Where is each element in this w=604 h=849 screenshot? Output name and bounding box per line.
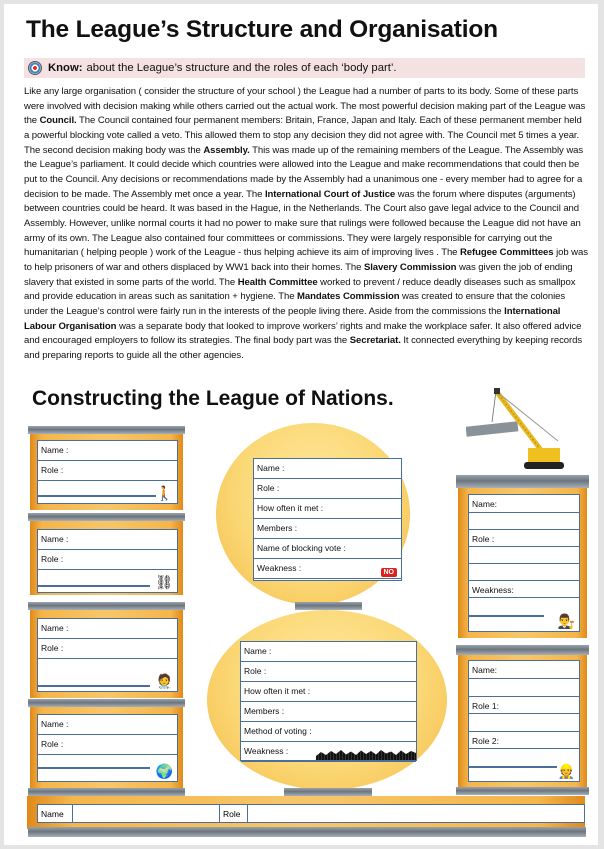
how-often-field[interactable]: How often it met : xyxy=(254,499,401,519)
role-field[interactable]: Role : xyxy=(38,461,177,481)
africa-map-icon: 🌍 xyxy=(155,763,173,779)
role-field[interactable]: Role : xyxy=(241,662,416,682)
body-segment: worked to prevent / reduce deadly diseases such as smallpox and provide education in areas such as sanitation + hygiene. The xyxy=(24,276,576,303)
body-term: Slavery Commission xyxy=(363,261,457,273)
beam xyxy=(28,827,586,837)
court-card xyxy=(468,494,580,632)
members-field[interactable]: Members : xyxy=(241,702,416,722)
body-term: Council. xyxy=(39,115,77,127)
body-segment: This was made up of the remaining members of the League. The Assembly was the League’s parliament. It could decide which countries were allowed into the League and make recommendations that could then be put to the Council. Any decisions or recommendations made by the Assembly had a unanimous one - every member had to agree for a decision to be made. The Assembly met once a year. The xyxy=(24,144,584,200)
weakness-field[interactable]: Weakness : xyxy=(254,559,401,579)
doctor-icon: 🧑‍⚕️ xyxy=(155,673,173,689)
beam xyxy=(284,788,372,796)
beam xyxy=(456,787,589,795)
role-field[interactable]: Role : xyxy=(469,530,579,547)
role1-answer-field[interactable] xyxy=(469,714,579,732)
role-field[interactable]: Role : xyxy=(38,550,177,570)
crane-icon xyxy=(466,386,566,476)
body-segment: It connected everything by keeping records and preparing reports to guide all the other agencies. xyxy=(24,335,583,361)
secretariat-card xyxy=(37,804,585,823)
refugee-card xyxy=(37,440,178,504)
voting-method-field[interactable]: Method of voting : xyxy=(241,722,416,742)
name-label: Name xyxy=(38,805,73,822)
construct-title: Constructing the League of Nations. xyxy=(32,387,394,410)
role1-field[interactable]: Role 1: xyxy=(469,697,579,714)
body-segment: was the forum where disputes (arguments) between countries could be heard. It was based in the Hague, in the Netherlands. The Court also gave legal advice to the Council and Assembly. However, unlike normal courts it had no power to make sure that rulings were followed because the League did not have an army of its own. The League also contained four committees or commissions. They were largely responsible for carrying out the humanitarian ( helping people ) work of the League - thus helping achieve its aim of improving lives . The xyxy=(24,188,581,259)
council-card xyxy=(253,458,402,581)
role-field[interactable]: Role : xyxy=(38,639,177,659)
name-field[interactable]: Name : xyxy=(38,619,177,639)
body-segment: The Council contained four permanent members: Britain, France, Japan and Italy. Each of these permanent member held a powerful blocking vote called a veto. This allowed them to stop any decision they did not agree with. The Council met 5 times a year. The second decision making body was the xyxy=(24,115,582,156)
role-field[interactable]: Role : xyxy=(38,735,177,755)
body-paragraph xyxy=(24,85,589,363)
name-field[interactable]: Name : xyxy=(241,642,416,662)
body-term: Secretariat. xyxy=(349,335,401,347)
body-term: International Court of Justice xyxy=(264,188,396,200)
name-field[interactable]: Name : xyxy=(38,715,177,735)
beam xyxy=(456,475,589,488)
blocking-vote-field[interactable]: Name of blocking vote : xyxy=(254,539,401,559)
role-answer-field-2[interactable] xyxy=(469,564,579,581)
shackles-icon: ⛓ xyxy=(155,574,173,590)
weakness-field[interactable]: Weakness: xyxy=(469,581,579,598)
body-term: Mandates Commission xyxy=(297,291,400,303)
body-segment: was created to ensure that the colonies under the League’s control were fairly run in the interests of the people living there. Aside from the commissions the xyxy=(24,291,566,317)
role-answer-field[interactable] xyxy=(248,805,584,822)
beam xyxy=(28,788,185,796)
name-answer-field[interactable] xyxy=(73,805,220,822)
objective-text: about the League’s structure and the roles of each ‘body part’. xyxy=(86,62,397,74)
name-field[interactable]: Name : xyxy=(38,441,177,461)
beam xyxy=(295,602,362,610)
worker-icon: 👷 xyxy=(557,763,575,779)
name-field[interactable]: Name : xyxy=(38,530,177,550)
beam xyxy=(28,602,185,610)
judge-icon: 👨‍⚖️ xyxy=(557,613,575,629)
beam xyxy=(28,513,185,521)
beam xyxy=(456,645,589,655)
veto-no-badge: NO xyxy=(381,568,398,577)
ilo-card xyxy=(468,660,580,782)
role-field[interactable]: Role : xyxy=(254,479,401,499)
body-segment: was given the job of ending slavery that existed in some parts of the world. The xyxy=(24,261,573,288)
body-segment: was a separate body that looked to improve workers’ rights and make the workplace safer. It also offered advice and encouraged employers to follow its strategies. The final body part was the xyxy=(24,320,582,347)
members-field[interactable]: Members : xyxy=(254,519,401,539)
weakness-field[interactable]: Weakness : xyxy=(241,742,416,762)
beam xyxy=(28,699,185,707)
name-answer-field[interactable] xyxy=(469,513,579,530)
how-often-field[interactable]: How often it met : xyxy=(241,682,416,702)
assembly-card xyxy=(240,641,417,761)
slavery-card xyxy=(37,529,178,593)
body-term: Health Committee xyxy=(237,276,318,288)
name-field[interactable]: Name: xyxy=(469,495,579,513)
body-segment: Like any large organisation ( consider the structure of your school ) the League had a number of parts to its body. Some of these parts were involved with decision making while others carried out the actual work. The most powerful decision making part of the League was the xyxy=(24,86,586,127)
worksheet-page xyxy=(4,4,598,845)
body-segment: job was to help prisoners of war and others displaced by WW1 back into their homes. The xyxy=(24,247,588,273)
name-answer-field[interactable] xyxy=(469,679,579,697)
mandates-card xyxy=(37,714,178,782)
beam xyxy=(28,426,185,434)
role2-field[interactable]: Role 2: xyxy=(469,732,579,749)
body-term: Refugee Committees xyxy=(459,247,554,259)
health-card xyxy=(37,618,178,692)
name-field[interactable]: Name: xyxy=(469,661,579,679)
body-text xyxy=(24,85,589,363)
role-answer-field[interactable] xyxy=(469,547,579,564)
body-term: International Labour Organisation xyxy=(24,305,561,332)
body-term: Assembly. xyxy=(203,144,250,156)
role-label: Role xyxy=(220,805,248,822)
name-field[interactable]: Name : xyxy=(254,459,401,479)
refugee-icon: 🚶 xyxy=(155,485,173,501)
objective-label: Know: xyxy=(48,62,83,74)
learning-objective xyxy=(24,58,585,78)
page-title: The League’s Structure and Organisation xyxy=(26,16,498,43)
target-icon xyxy=(29,62,41,74)
